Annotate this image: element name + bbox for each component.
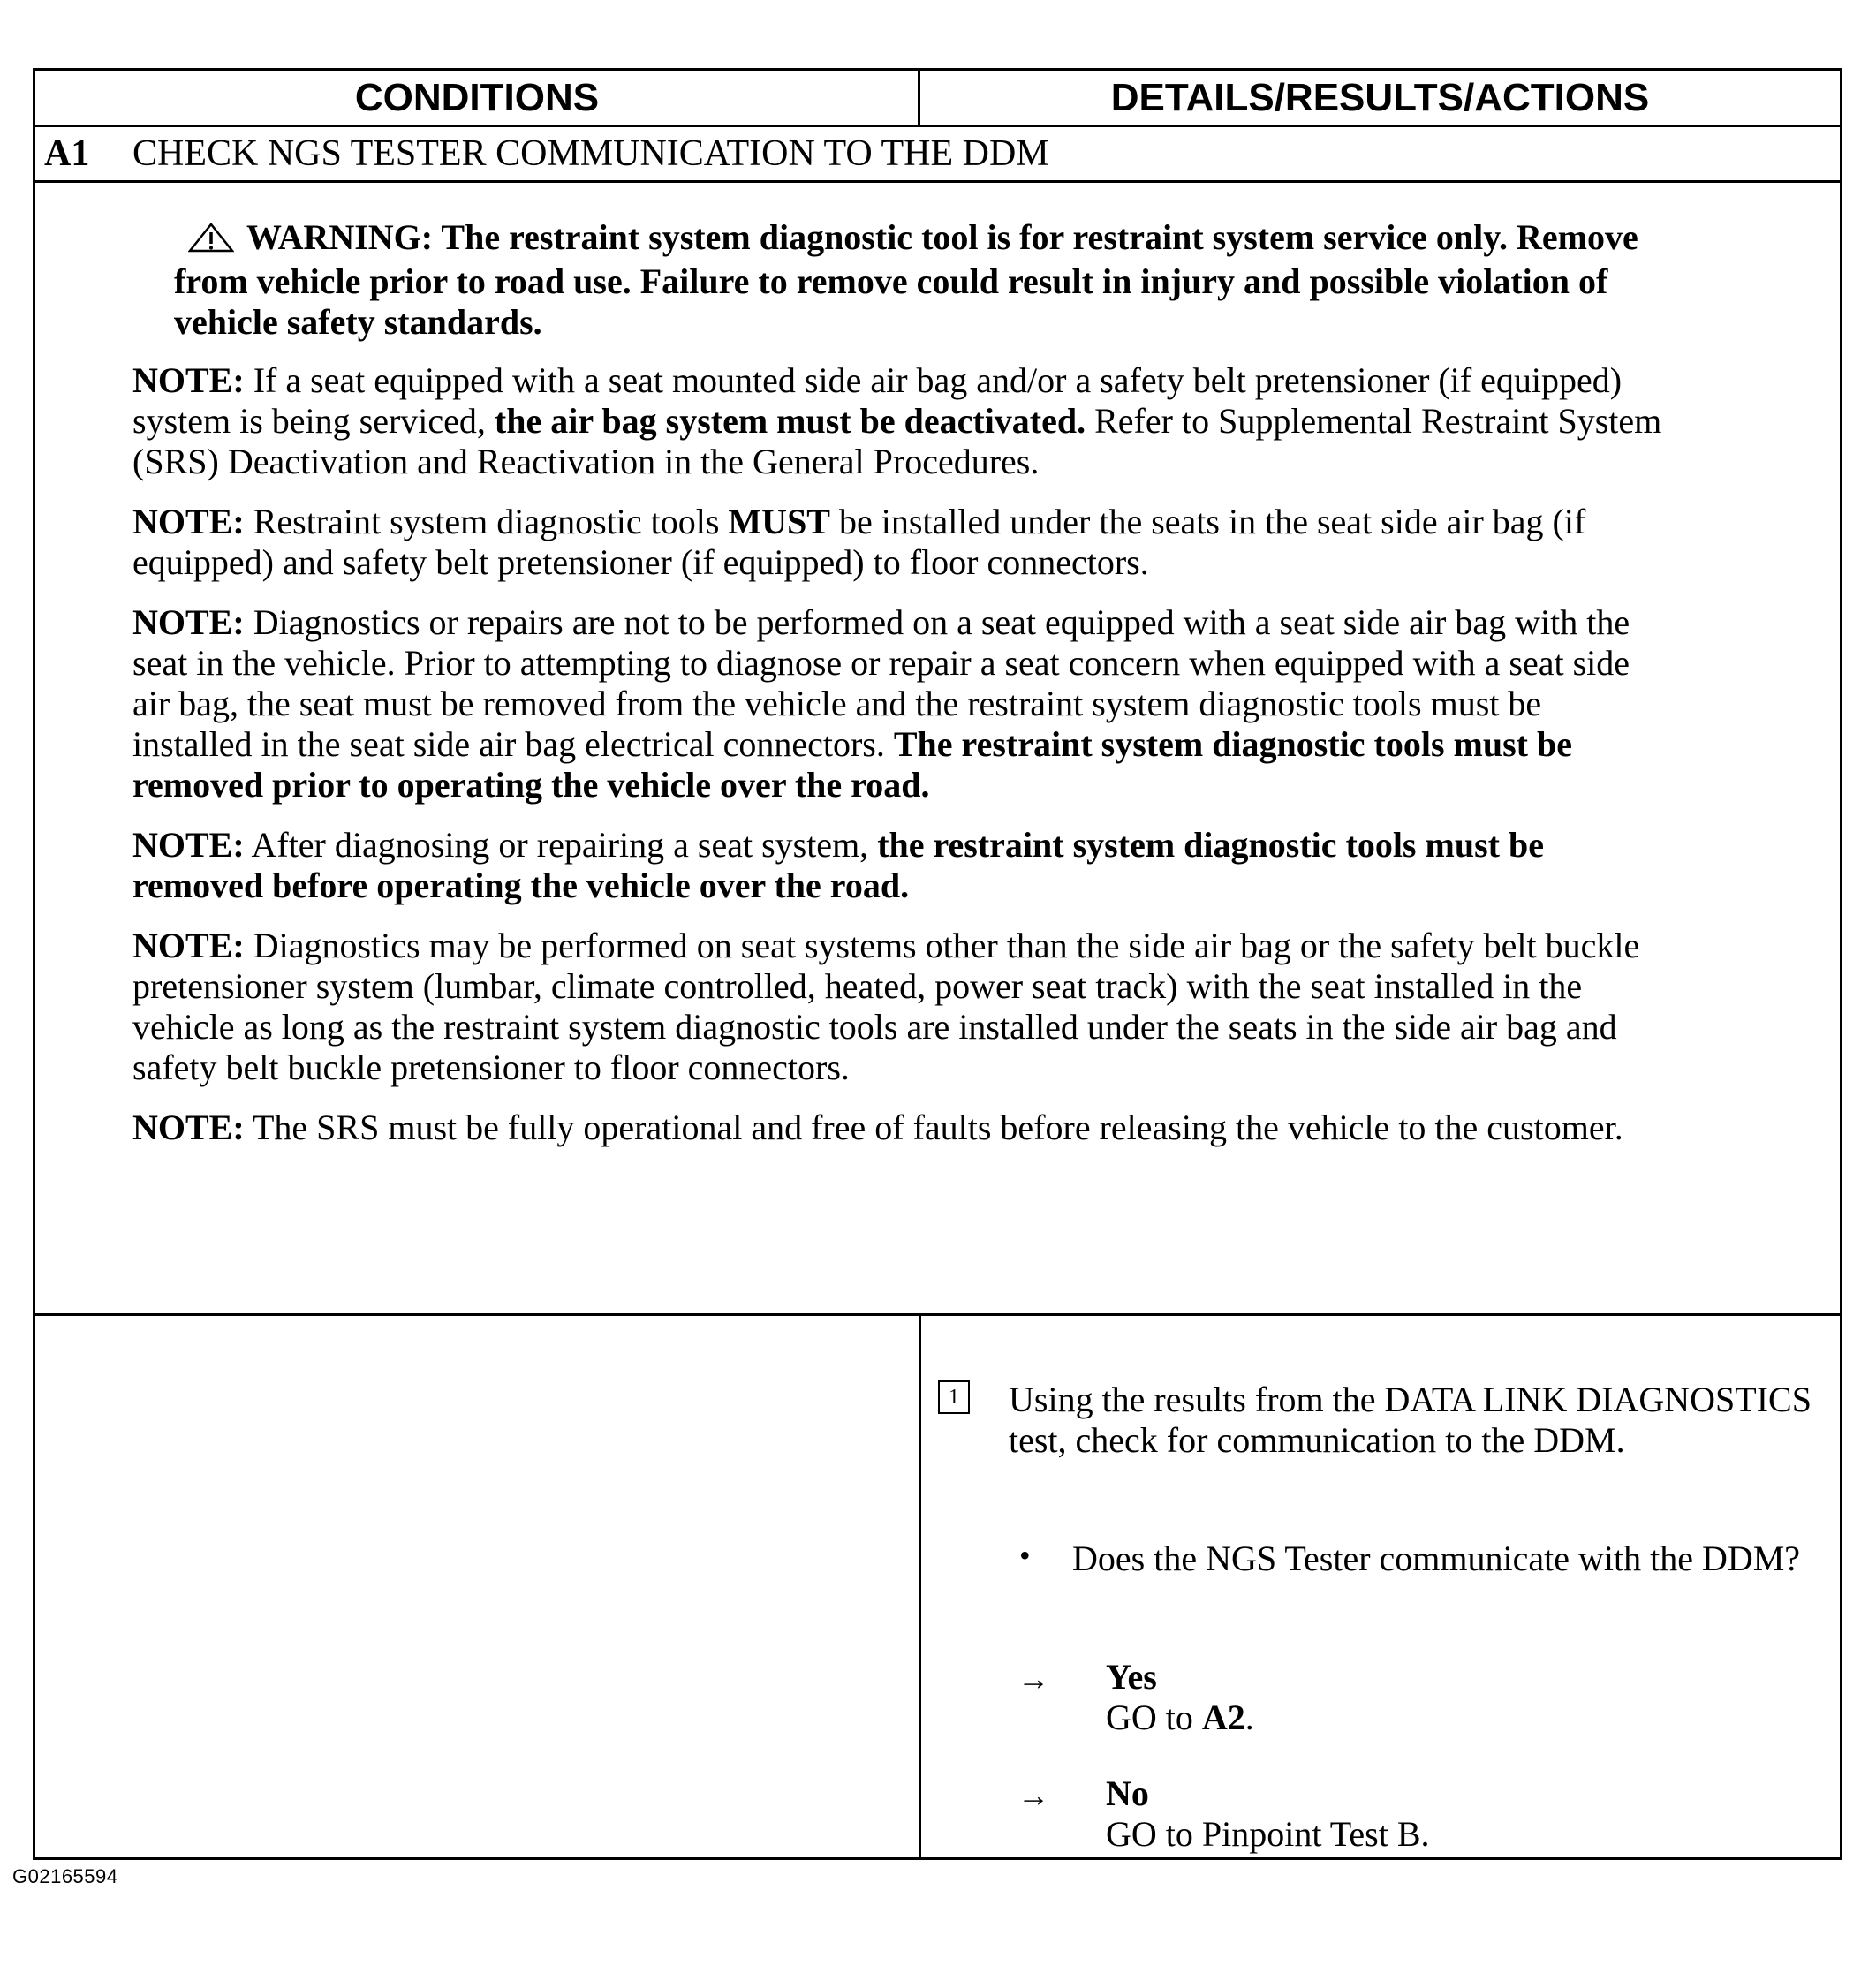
note-text: be installed under the seats in the seat side air bag (if equipped) and safety belt pretensioner (if equipped) to floor connectors. [132, 502, 1586, 582]
note-label: NOTE: [132, 602, 245, 642]
note-label: NOTE: [132, 502, 245, 541]
note-text: Diagnostics may be performed on seat systems other than the side air bag or the safety belt buckle pretensioner system (lumbar, climate controlled, heated, power seat track) with the seat installed in the vehicle as long as the restraint system diagnostic tools are installed under the seats in the side air bag and safety belt buckle pretensioner to floor connectors. [132, 926, 1640, 1087]
note-3 [132, 602, 1669, 805]
note-text: If a seat equipped with a seat mounted side air bag and/or a safety belt pretensioner (if equipped) system is being serviced, [132, 360, 1623, 441]
note-5 [132, 926, 1669, 1088]
note-emphasis: the restraint system diagnostic tools must be removed before operating the vehicle over the road. [132, 825, 1544, 905]
outcome-prefix: GO to [1106, 1698, 1202, 1737]
note-text: The SRS must be fully operational and free of faults before releasing the vehicle to the customer. [252, 1108, 1623, 1147]
warning-text: WARNING: The restraint system diagnostic tool is for restraint system service only. Remove from vehicle prior to road use. Failure to remove could result in injury and possible violation of vehicle safety standards. [174, 217, 1638, 342]
step-id: A1 [44, 133, 90, 174]
outcome-label: Yes [1106, 1657, 1157, 1697]
note-label: NOTE: [132, 926, 245, 965]
action-instruction: Using the results from the DATA LINK DIAGNOSTICS test, check for communication to the DDM. [1009, 1380, 1812, 1460]
note-6 [132, 1108, 1669, 1148]
note-emphasis: MUST [728, 502, 830, 541]
outcome-suffix: . [1244, 1698, 1254, 1737]
note-2 [132, 502, 1669, 583]
note-label: NOTE: [132, 825, 245, 865]
note-label: NOTE: [132, 360, 245, 400]
note-4 [132, 825, 1669, 906]
arrow-right-icon: → [1017, 1661, 1049, 1697]
details-header: DETAILS/RESULTS/ACTIONS [1110, 76, 1650, 119]
outcome-action [1106, 1698, 1812, 1738]
outcome-no [1106, 1773, 1812, 1855]
step-title-row [35, 127, 1840, 183]
diagnostic-table [33, 68, 1842, 1860]
outcome-label: No [1106, 1773, 1149, 1813]
bullet-icon: • [1019, 1538, 1031, 1573]
warning-block [174, 217, 1669, 343]
note-emphasis: The restraint system diagnostic tools must be removed prior to operating the vehicle over the road. [132, 724, 1572, 805]
action-cell [920, 1316, 1842, 1857]
figure-id: G02165594 [12, 1865, 118, 1887]
note-1 [132, 360, 1669, 482]
note-label: NOTE: [132, 1108, 245, 1147]
notes-section [132, 217, 1669, 1168]
note-text: Refer to Supplemental Restraint System (SRS) Deactivation and Reactivation in the General Procedures. [132, 401, 1662, 481]
conditions-header: CONDITIONS [354, 76, 600, 119]
arrow-right-icon: → [1017, 1778, 1049, 1813]
note-text: Diagnostics or repairs are not to be performed on a seat equipped with a seat side air bag with the seat in the vehicle. Prior to attempting to diagnose or repair a seat concern when equipped with a seat side air bag, the seat must be removed from the vehicle and the restraint system diagnostic tools must be installed in the seat side air bag electrical connectors. [132, 602, 1630, 764]
warning-triangle-icon [188, 221, 234, 261]
note-text: Restraint system diagnostic tools [253, 502, 720, 541]
step-number-box: 1 [938, 1380, 970, 1414]
note-text: After diagnosing or repairing a seat system, [251, 825, 869, 865]
action-question: Does the NGS Tester communicate with the DDM? [1072, 1539, 1801, 1578]
outcome-yes [1106, 1657, 1812, 1738]
table-header [35, 71, 1840, 127]
note-emphasis: the air bag system must be deactivated. [494, 401, 1086, 441]
step-title: CHECK NGS TESTER COMMUNICATION TO THE DDM [132, 133, 1049, 174]
outcome-action: GO to Pinpoint Test B. [1106, 1814, 1430, 1854]
outcome-target: A2 [1201, 1698, 1245, 1737]
